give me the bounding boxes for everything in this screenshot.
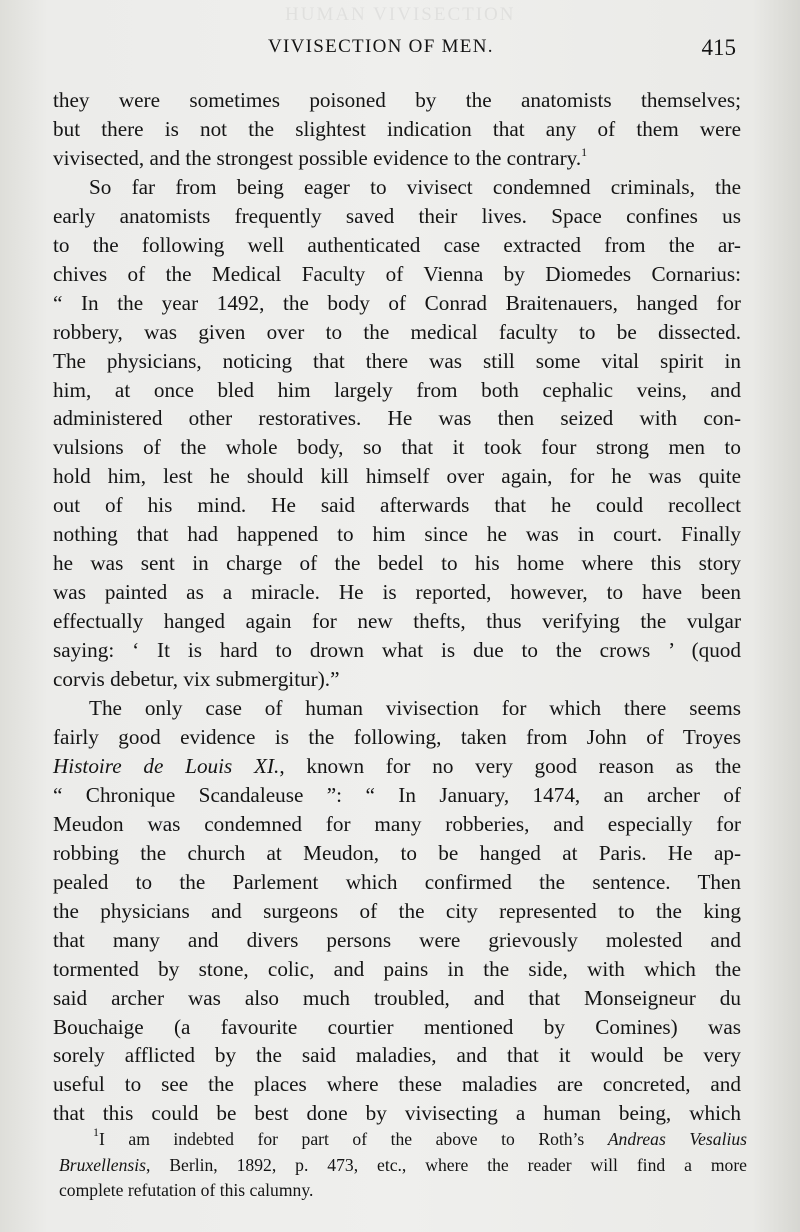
text-line: early anatomists frequently saved their lives. Space confines us <box>53 203 741 228</box>
text-line: was painted as a miracle. He is reported, however, to have been <box>53 580 741 605</box>
text-line: out of his mind. He said afterwards that he could recollect <box>53 493 741 518</box>
footnote-line <box>59 1127 747 1153</box>
footnote-line: complete refutation of this calumny. <box>59 1180 314 1200</box>
text-line: Histoire de Louis XI., known for no very good reason as the <box>53 753 742 778</box>
footnotes <box>59 1127 747 1204</box>
text-line-content: vivisected, and the strongest possible evidence to the contrary. <box>53 145 582 170</box>
running-title: VIVISECTION OF MEN. <box>268 36 494 57</box>
text-line: he was sent in charge of the bedel to his home where this story <box>53 551 741 576</box>
footnote-book-title-cont: Bruxellensis <box>59 1154 146 1175</box>
text-line: corvis debetur, vix submergitur).” <box>53 667 340 692</box>
text-line: chives of the Medical Faculty of Vienna by Diomedes Cornarius: <box>53 261 741 286</box>
text-line: that many and divers persons were grievously molested and <box>53 927 741 952</box>
text-line: saying: ‘ It is hard to drown what is due to the crows ’ (quod <box>53 638 741 663</box>
text-line: Meudon was condemned for many robberies, and especially for <box>53 811 741 836</box>
text-line: The physicians, noticing that there was still some vital spirit in <box>53 348 741 373</box>
text-line: tormented by stone, colic, and pains in the side, with which the <box>53 956 741 981</box>
text-line: effectually hanged again for new thefts, thus verifying the vulgar <box>53 609 741 634</box>
text-line: administered other restoratives. He was then seized with con- <box>53 406 741 431</box>
text-line: useful to see the places where these maladies are concreted, and <box>53 1072 741 1097</box>
text-line: they were sometimes poisoned by the anatomists themselves; <box>53 88 741 112</box>
text-line: him, at once bled him largely from both cephalic veins, and <box>53 377 741 402</box>
footnote-marker: 1 <box>581 144 588 159</box>
page-number: 415 <box>701 35 736 60</box>
text-line: Bouchaige (a favourite courtier mentioned by Comines) was <box>53 1014 741 1039</box>
body-text <box>53 86 741 1128</box>
text-line: robbery, was given over to the medical faculty to be dissected. <box>53 319 741 344</box>
footnote-book-title: Andreas Vesalius <box>607 1129 747 1149</box>
text-line: fairly good evidence is the following, taken from John of Troyes <box>53 724 741 749</box>
text-line <box>53 144 741 173</box>
text-line: that this could be best done by vivisecting a human being, which <box>53 1101 741 1126</box>
text-line: said archer was also much troubled, and that Monseigneur du <box>53 985 741 1010</box>
text-line: but there is not the slightest indication that any of them were <box>53 116 741 141</box>
text-line: sorely afflicted by the said maladies, and that it would be very <box>53 1043 741 1068</box>
text-line: pealed to the Parlement which confirmed the sentence. Then <box>53 869 741 894</box>
text-line: hold him, lest he should kill himself over again, for he was quite <box>53 464 741 489</box>
text-line: vulsions of the whole body, so that it took four strong men to <box>53 435 741 460</box>
text-line: the physicians and surgeons of the city represented to the king <box>53 898 741 923</box>
text-line: to the following well authenticated case extracted from the ar- <box>53 232 741 257</box>
text-line: “ In the year 1492, the body of Conrad Braitenauers, hanged for <box>53 290 741 315</box>
text-line: So far from being eager to vivisect condemned criminals, the <box>89 174 741 199</box>
running-head <box>0 36 800 66</box>
book-title: Histoire de Louis XI. <box>53 753 280 778</box>
text-line: “ Chronique Scandaleuse ”: “ In January, 1474, an archer of <box>53 782 741 807</box>
text-line: nothing that had happened to him since he was in court. Finally <box>53 522 741 547</box>
bleed-through-text: HUMAN VIVISECTION <box>285 4 516 25</box>
footnote-text: , Berlin, 1892, p. 473, etc., where the reader will find a more <box>145 1154 747 1175</box>
footnote-text: I am indebted for part of the above to Roth’s <box>99 1129 608 1149</box>
text-line: robbing the church at Meudon, to be hanged at Paris. He ap- <box>53 840 741 865</box>
footnote-line <box>59 1153 747 1179</box>
footnote-number: 1 <box>93 1125 99 1139</box>
text-line: The only case of human vivisection for which there seems <box>89 696 741 721</box>
